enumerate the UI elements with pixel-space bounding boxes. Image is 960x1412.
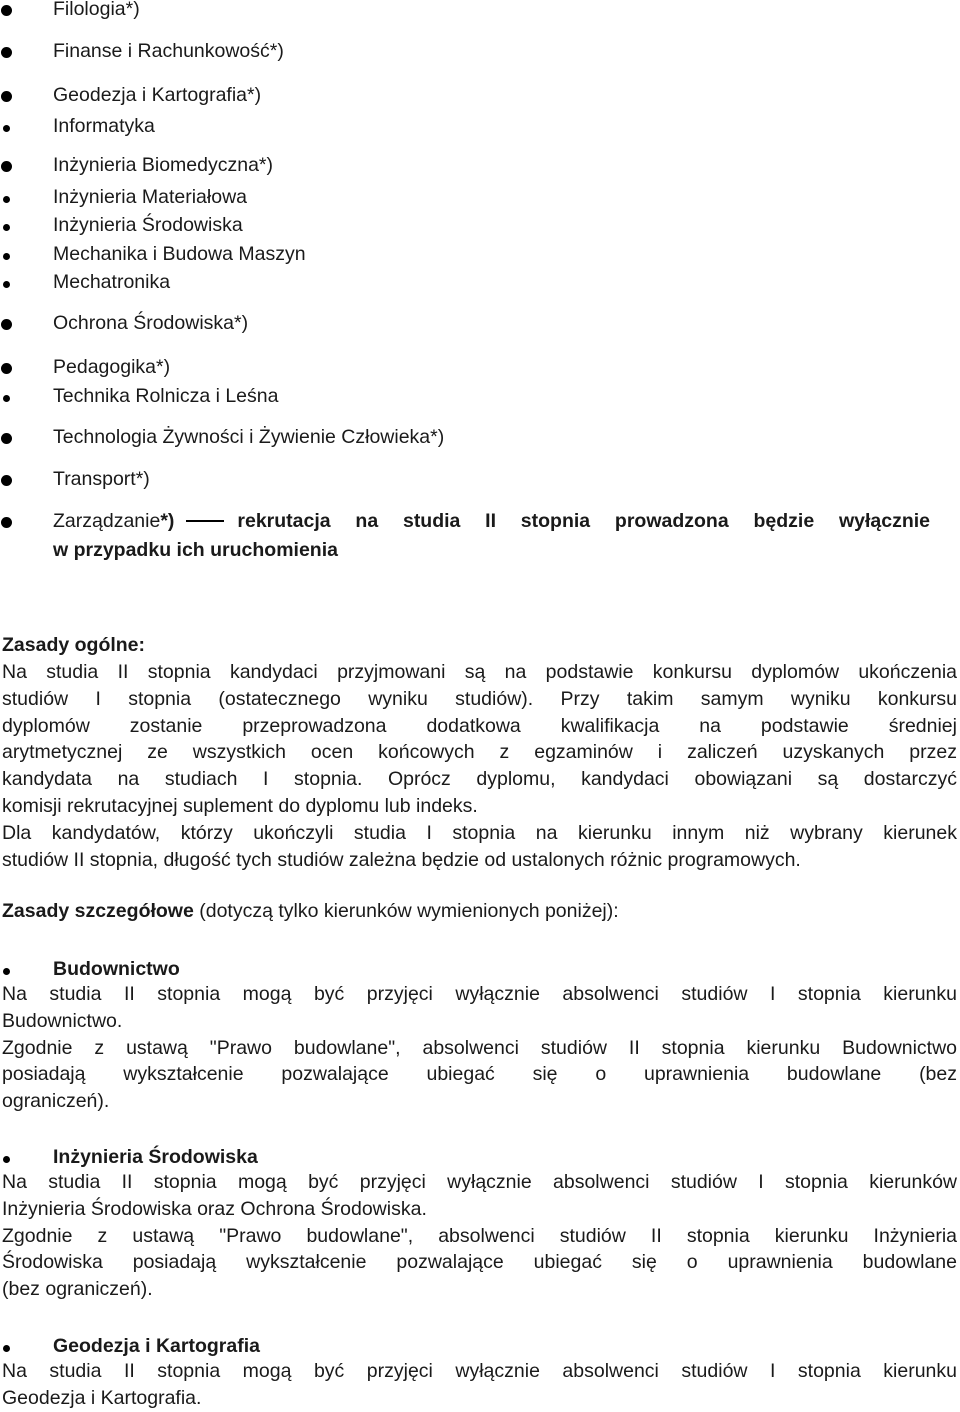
bullet-icon (1, 475, 12, 486)
bullet-icon (1, 161, 12, 172)
bullet-icon (3, 125, 10, 132)
course-label: Filologia*) (53, 0, 140, 20)
text-line: Inżynieria Środowiska oraz Ochrona Środowiska. (2, 1197, 427, 1220)
course-label: Mechanika i Budowa Maszyn (53, 243, 306, 265)
text-line: kandydata na studiach I stopnia. Oprócz dyplomu, kandydaci obowiązani są dostarczyć (2, 768, 957, 791)
course-label: Pedagogika*) (53, 356, 171, 378)
text-line: studiów II stopnia, długość tych studiów zależna będzie od ustalonych różnic programowych. (2, 848, 801, 871)
general-rules-text (2, 659, 957, 873)
general-rules-heading: Zasady ogólne: (2, 634, 146, 656)
rule-title: Geodezja i Kartografia (53, 1335, 260, 1357)
rule-text (2, 1358, 957, 1412)
text-line: arytmetycznej ze wszystkich ocen końcowych z egzaminów i zaliczeń uzyskanych przez (2, 741, 957, 764)
bullet-icon (1, 433, 12, 444)
course-label: Technika Rolnicza i Leśna (53, 385, 279, 407)
bullet-icon (1, 5, 12, 16)
bullet-icon (3, 224, 10, 231)
course-label: Technologia Żywności i Żywienie Człowieka*) (53, 426, 445, 448)
detailed-rules-heading (2, 899, 619, 923)
course-label: Transport*) (53, 468, 150, 490)
bullet-icon (1, 517, 12, 528)
text-line: studiów I stopnia (ostatecznego wyniku studiów). Przy takim samym wyniku konkursu (2, 687, 957, 710)
text-line: ograniczeń). (2, 1090, 110, 1113)
text-line: Budownictwo. (2, 1009, 123, 1032)
rule-text (2, 1169, 957, 1303)
course-label: Ochrona Środowiska*) (53, 312, 249, 334)
rule-title: Budownictwo (53, 958, 180, 980)
bullet-icon (3, 395, 10, 402)
text-line: Na studia II stopnia mogą być przyjęci wyłącznie absolwenci studiów I stopnia kierunku (2, 983, 957, 1005)
text-line: Na studia II stopnia mogą być przyjęci wyłącznie absolwenci studiów I stopnia kierunków (2, 1171, 957, 1193)
bullet-icon (1, 319, 12, 330)
course-label: Inżynieria Biomedyczna*) (53, 154, 274, 176)
dash-divider (186, 520, 224, 522)
bullet-icon (1, 91, 12, 102)
text-line: Na studia II stopnia mogą być przyjęci wyłącznie absolwenci studiów I stopnia kierunku (2, 1360, 957, 1382)
course-label: Inżynieria Materiałowa (53, 186, 248, 208)
course-label: Mechatronika (53, 271, 171, 293)
text-line: Dla kandydatów, którzy ukończyli studia I stopnia na kierunku innym niż wybrany kierunek (2, 821, 957, 844)
bullet-icon (3, 253, 10, 260)
course-note-continued: w przypadku ich uruchomienia (53, 539, 338, 561)
bullet-icon (3, 281, 10, 288)
bullet-icon (3, 968, 10, 975)
course-star: *) (160, 510, 175, 532)
rule-text (2, 981, 957, 1115)
bullet-icon (1, 47, 12, 58)
bullet-icon (3, 1156, 10, 1163)
text-line: Zgodnie z ustawą "Prawo budowlane", absolwenci studiów II stopnia kierunku Inżynieria (2, 1224, 957, 1247)
detailed-rules-heading-rest: (dotyczą tylko kierunków wymienionych poniżej): (193, 900, 619, 922)
course-label: Zarządzanie (53, 510, 161, 532)
bullet-icon (1, 363, 12, 374)
rule-title: Inżynieria Środowiska (53, 1146, 258, 1168)
course-label: Inżynieria Środowiska (53, 214, 243, 236)
text-line: Zgodnie z ustawą "Prawo budowlane", absolwenci studiów II stopnia kierunku Budownictwo (2, 1036, 957, 1059)
text-line: Na studia II stopnia kandydaci przyjmowani są na podstawie konkursu dyplomów ukończenia (2, 661, 957, 683)
text-line: Geodezja i Kartografia. (2, 1386, 202, 1409)
course-label: Informatyka (53, 115, 155, 137)
text-line: komisji rekrutacyjnej suplement do dyplomu lub indeks. (2, 794, 478, 817)
bullet-icon (3, 1345, 10, 1352)
text-line: posiadają wykształcenie pozwalające ubiegać się o uprawnienia budowlane (bez (2, 1063, 957, 1086)
text-line: (bez ograniczeń). (2, 1278, 153, 1301)
zarzadzanie-item (53, 509, 930, 533)
course-label: Finanse i Rachunkowość*) (53, 40, 284, 62)
bullet-icon (3, 196, 10, 203)
course-label: Geodezja i Kartografia*) (53, 84, 262, 106)
text-line: dyplomów zostanie przeprowadzona dodatkowa kwalifikacja na podstawie średniej (2, 714, 957, 737)
text-line: Środowiska posiadają wykształcenie pozwalające ubiegać się o uprawnienia budowlane (2, 1251, 957, 1274)
course-note: rekrutacja na studia II stopnia prowadzona będzie wyłącznie (237, 510, 930, 532)
detailed-rules-heading-bold: Zasady szczegółowe (2, 900, 194, 922)
